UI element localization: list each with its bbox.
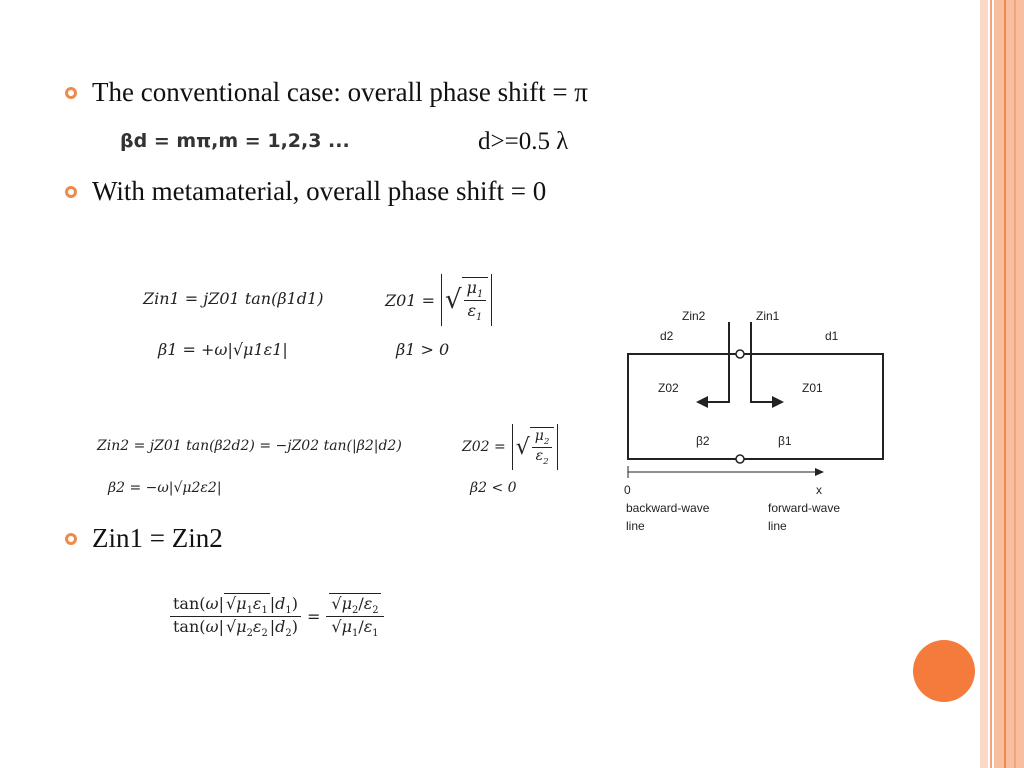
x-axis-label: x (816, 483, 822, 497)
frac-den: $√\mu_1/\varepsilon_1$ (331, 617, 379, 640)
z02-label: Z02 = (462, 439, 506, 455)
bullet-icon (65, 186, 77, 198)
bullet-icon (65, 533, 77, 545)
zin1-equation: Zin1 = jZ01 tan(β1d1) (143, 289, 324, 308)
stripe-line (990, 0, 992, 768)
frac-num: $\mu_2$ (532, 428, 553, 448)
zin1-label: Zin1 (756, 309, 780, 323)
mu2-eps2-fraction (530, 427, 555, 467)
left-arrow-head (696, 396, 708, 408)
beta2-condition: β2 < 0 (470, 480, 517, 496)
beta1-equation: β1 = +ω|√μ1ε1| (158, 340, 288, 359)
mu1-eps1-fraction (462, 277, 489, 323)
sqrt-icon: √ (515, 434, 530, 460)
ratio-equation (170, 594, 384, 639)
backward-wave-caption: backward-wave (626, 501, 710, 515)
beta-d-equation: βd = mπ,m = 1,2,3 ... (120, 130, 350, 152)
frac-den: $\varepsilon_1$ (467, 301, 483, 324)
bullet-text-conventional: The conventional case: overall phase shift = π (92, 77, 588, 107)
bullet-text-zin: Zin1 = Zin2 (92, 523, 223, 553)
equals-sign: = (306, 607, 321, 627)
junction-node-bottom (736, 455, 744, 463)
frac-num: tan(ω| $√\mu_1\varepsilon_1$ $|d_1$) (170, 594, 301, 617)
bullet-text-metamaterial: With metamaterial, overall phase shift = 0 (92, 176, 547, 206)
frac-den: $\varepsilon_2$ (535, 448, 549, 467)
tan-ratio-fraction (170, 594, 301, 639)
frac-num: $\mu_1$ (464, 278, 487, 301)
sqrt-ratio-fraction (326, 594, 383, 639)
frac-num: $√\mu_2/\varepsilon_2$ (326, 594, 383, 617)
stripe-line-3 (1014, 0, 1016, 768)
stripe-mid (994, 0, 1024, 768)
forward-wave-caption-line: line (768, 519, 787, 533)
right-arrow-line (751, 380, 774, 402)
d1-label: d1 (825, 329, 839, 343)
line-box (628, 354, 883, 459)
backward-wave-caption-line: line (626, 519, 645, 533)
z01-abs (441, 274, 492, 326)
sqrt-icon: √ (444, 285, 462, 315)
z01-label: Z01 = (385, 290, 435, 310)
right-arrow-head (772, 396, 784, 408)
forward-wave-caption: forward-wave (768, 501, 841, 515)
z02-label: Z02 (658, 381, 679, 395)
stripe-line-2 (1004, 0, 1006, 768)
z02-equation (462, 423, 558, 471)
beta1-label: β1 (778, 434, 792, 448)
z01-equation (385, 272, 492, 328)
beta1-condition: β1 > 0 (396, 340, 450, 359)
z02-abs (512, 424, 559, 470)
zin2-equation: Zin2 = jZ01 tan(β2d2) = −jZ02 tan(|β2|d2) (97, 438, 402, 454)
decorative-circle (913, 640, 975, 702)
x-axis-arrow-head (815, 468, 824, 476)
beta2-label: β2 (696, 434, 710, 448)
bullet-icon (65, 87, 77, 99)
zin2-label: Zin2 (682, 309, 706, 323)
beta2-equation: β2 = −ω|√μ2ε2| (108, 480, 222, 496)
d-condition: d>=0.5 λ (478, 128, 569, 155)
left-arrow-line (706, 380, 729, 402)
stripe-light (980, 0, 988, 768)
transmission-line-diagram (610, 300, 900, 545)
x-origin-label: 0 (624, 483, 631, 497)
d2-label: d2 (660, 329, 674, 343)
frac-den: tan(ω| $√\mu_2\varepsilon_2$ $|d_2$) (173, 617, 298, 640)
junction-node-top (736, 350, 744, 358)
z01-label: Z01 (802, 381, 823, 395)
